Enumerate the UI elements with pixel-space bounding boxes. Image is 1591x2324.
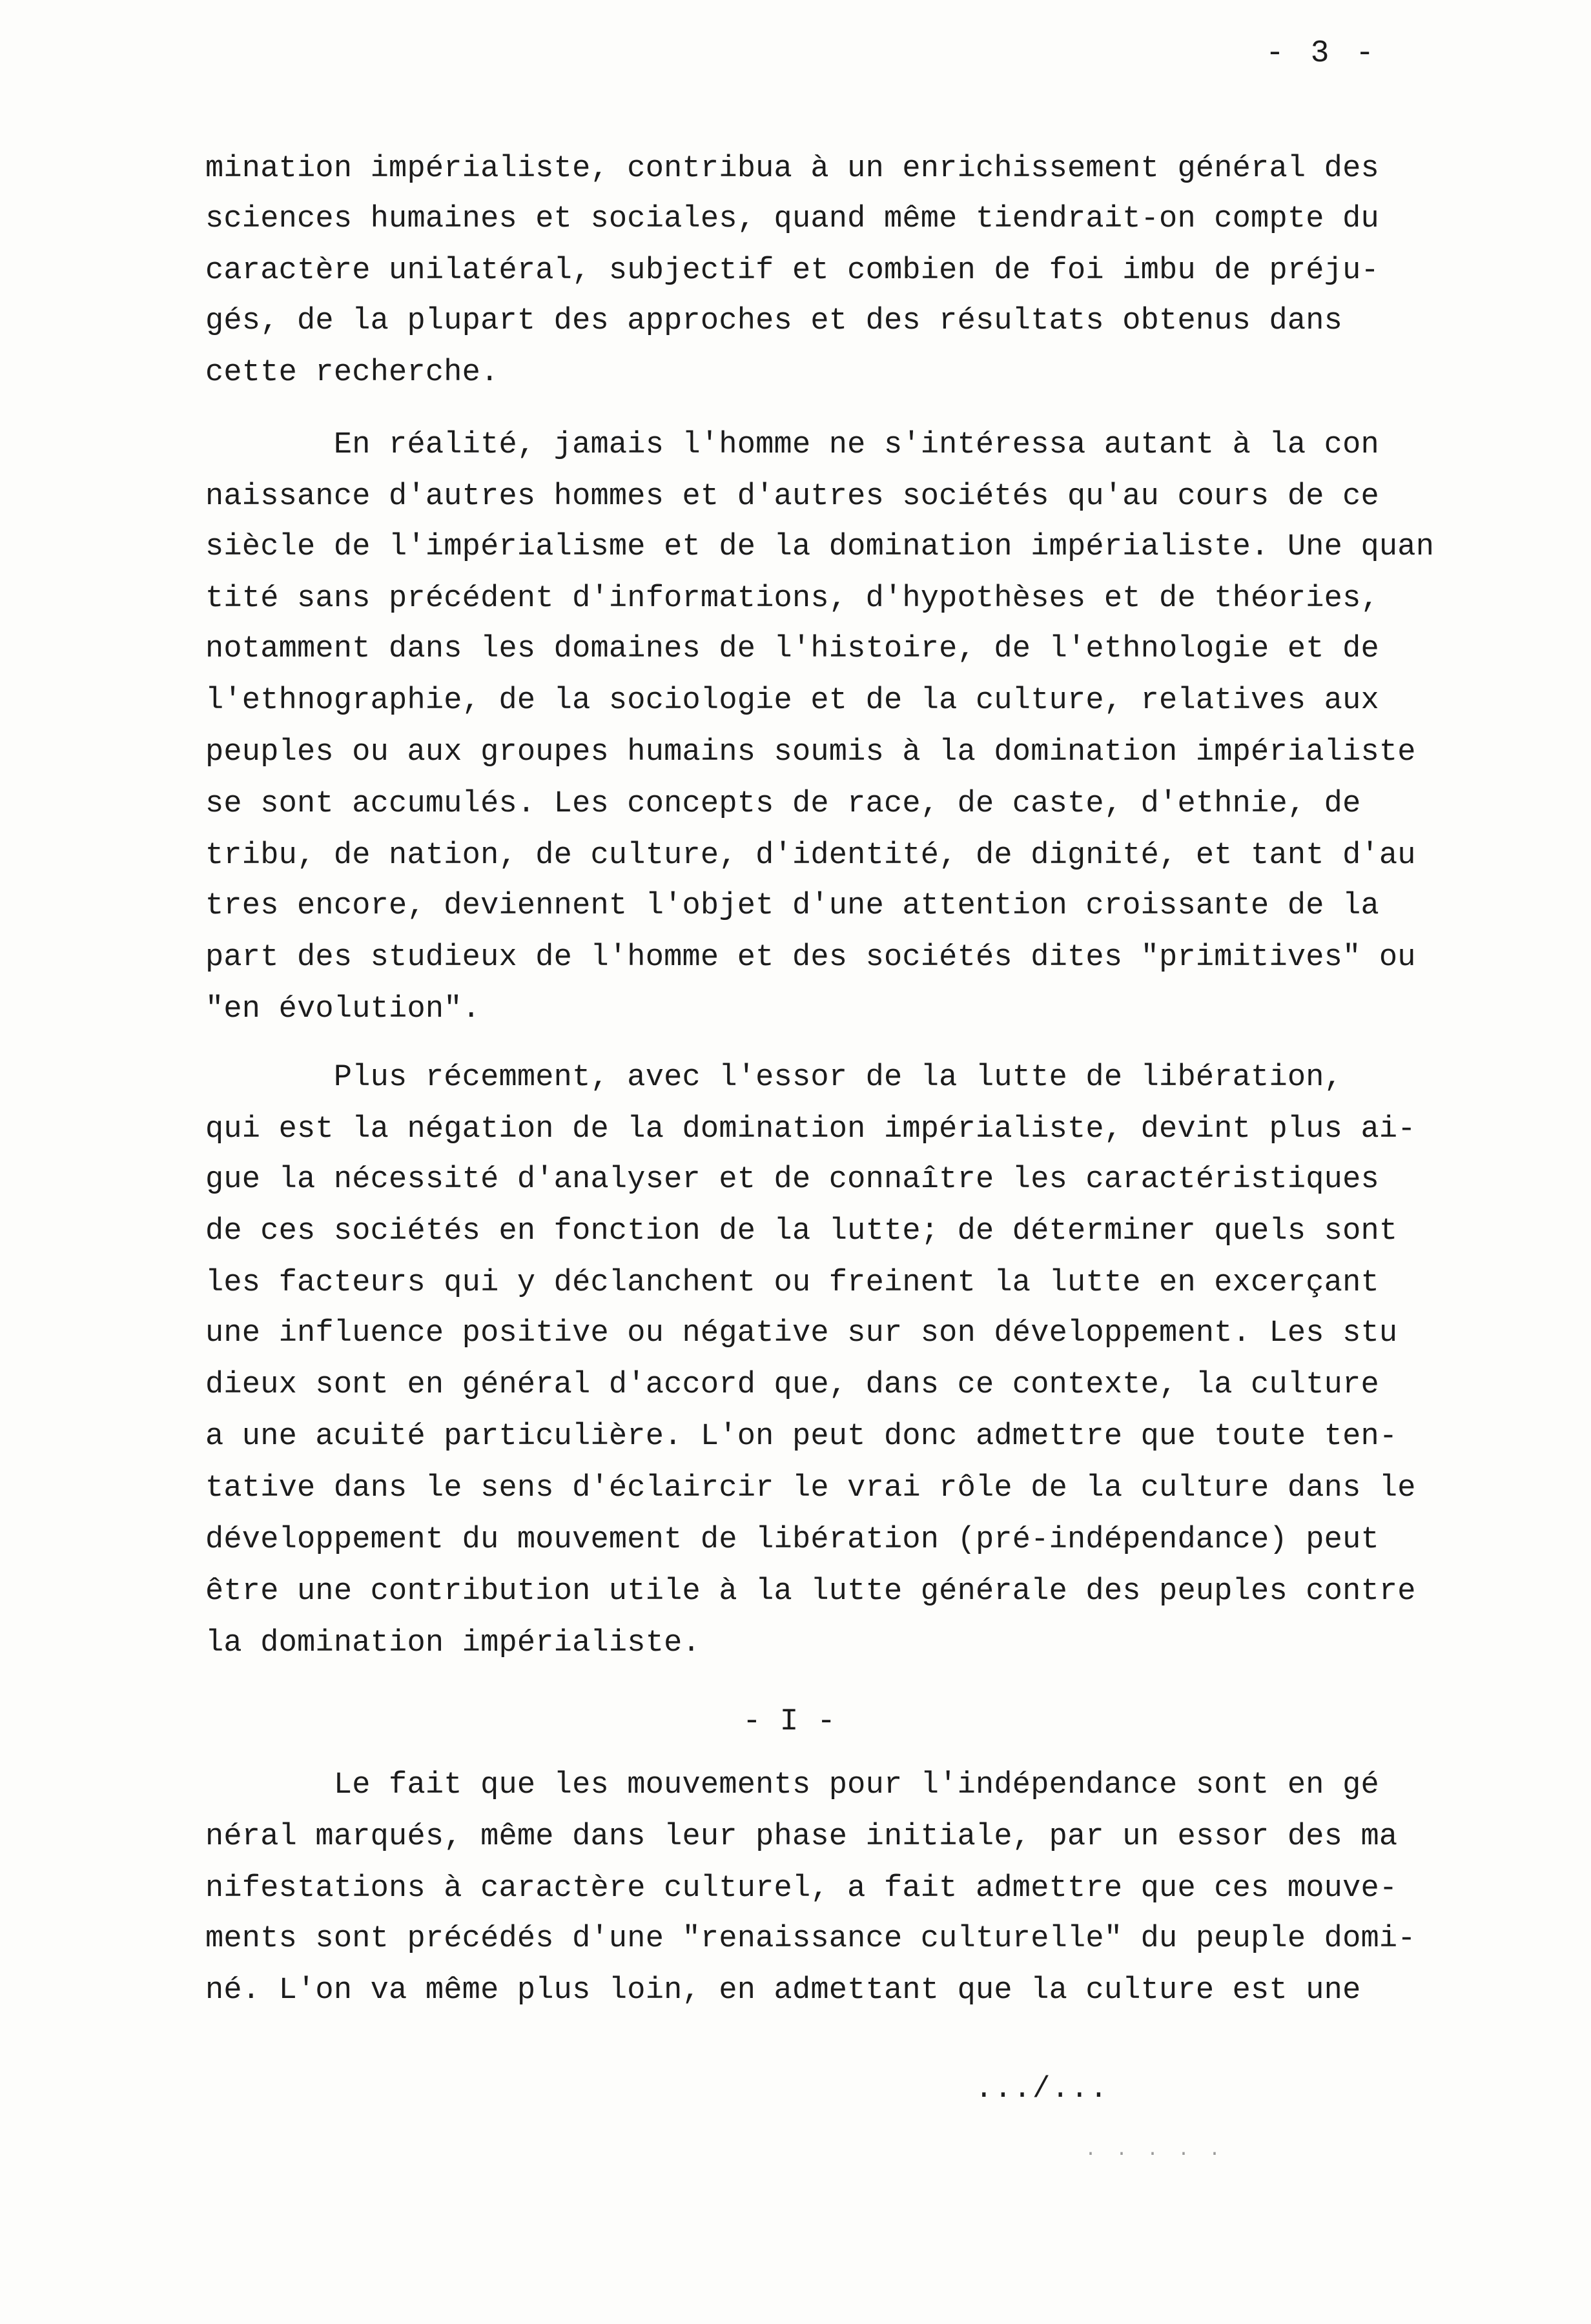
continuation-mark: .../... xyxy=(975,2072,1109,2106)
text-line: tres encore, deviennent l'objet d'une attention croissante de la xyxy=(205,889,1379,923)
text-line: gés, de la plupart des approches et des résultats obtenus dans xyxy=(205,304,1343,338)
text-line: dieux sont en général d'accord que, dans ce contexte, la culture xyxy=(205,1368,1379,1402)
text-line: nifestations à caractère culturel, a fait admettre que ces mouve- xyxy=(205,1871,1398,1906)
text-line: peuples ou aux groupes humains soumis à la domination impérialiste xyxy=(205,735,1416,770)
text-line: naissance d'autres hommes et d'autres sociétés qu'au cours de ce xyxy=(205,480,1379,514)
text-line: néral marqués, même dans leur phase initiale, par un essor des ma xyxy=(205,1820,1398,1854)
text-line: ments sont précédés d'une "renaissance culturelle" du peuple domi- xyxy=(205,1922,1416,1956)
text-line: développement du mouvement de libération (pré-indépendance) peut xyxy=(205,1523,1379,1557)
text-line: caractère unilatéral, subjectif et combien de foi imbu de préju- xyxy=(205,254,1379,288)
text-line: être une contribution utile à la lutte générale des peuples contre xyxy=(205,1575,1416,1609)
text-line: Le fait que les mouvements pour l'indépendance sont en gé xyxy=(205,1768,1379,1802)
text-line: une influence positive ou négative sur son développement. Les stu xyxy=(205,1316,1398,1351)
text-line: "en évolution". xyxy=(205,992,481,1026)
text-line: l'ethnographie, de la sociologie et de la culture, relatives aux xyxy=(205,684,1379,718)
text-line: notamment dans les domaines de l'histoire, de l'ethnologie et de xyxy=(205,632,1379,666)
text-line: a une acuité particulière. L'on peut donc admettre que toute ten- xyxy=(205,1420,1398,1454)
text-line: gue la nécessité d'analyser et de connaître les caractéristiques xyxy=(205,1163,1379,1197)
text-line: Plus récemment, avec l'essor de la lutte de libération, xyxy=(205,1061,1343,1095)
text-line: né. L'on va même plus loin, en admettant que la culture est une xyxy=(205,1973,1361,2008)
page-number: - 3 - xyxy=(1266,36,1379,71)
text-line: les facteurs qui y déclanchent ou freinent la lutte en excerçant xyxy=(205,1266,1379,1300)
text-line: part des studieux de l'homme et des sociétés dites "primitives" ou xyxy=(205,941,1416,975)
text-line: tité sans précédent d'informations, d'hypothèses et de théories, xyxy=(205,582,1379,616)
ink-specks: · · · · · xyxy=(1085,2143,1225,2165)
text-line: mination impérialiste, contribua à un enrichissement général des xyxy=(205,152,1379,186)
text-line: de ces sociétés en fonction de la lutte; de déterminer quels sont xyxy=(205,1214,1398,1249)
text-line: tative dans le sens d'éclaircir le vrai rôle de la culture dans le xyxy=(205,1471,1416,1505)
text-line: siècle de l'impérialisme et de la domination impérialiste. Une quan xyxy=(205,530,1435,564)
text-line: En réalité, jamais l'homme ne s'intéressa autant à la con xyxy=(205,428,1379,462)
text-line: tribu, de nation, de culture, d'identité, de dignité, et tant d'au xyxy=(205,839,1416,873)
text-line: sciences humaines et sociales, quand même tiendrait-on compte du xyxy=(205,202,1379,236)
text-line: cette recherche. xyxy=(205,356,499,390)
section-heading: - I - xyxy=(743,1704,836,1739)
text-line: se sont accumulés. Les concepts de race, de caste, d'ethnie, de xyxy=(205,787,1361,821)
text-line: qui est la négation de la domination impérialiste, devint plus ai- xyxy=(205,1112,1416,1147)
text-line: la domination impérialiste. xyxy=(205,1626,701,1660)
